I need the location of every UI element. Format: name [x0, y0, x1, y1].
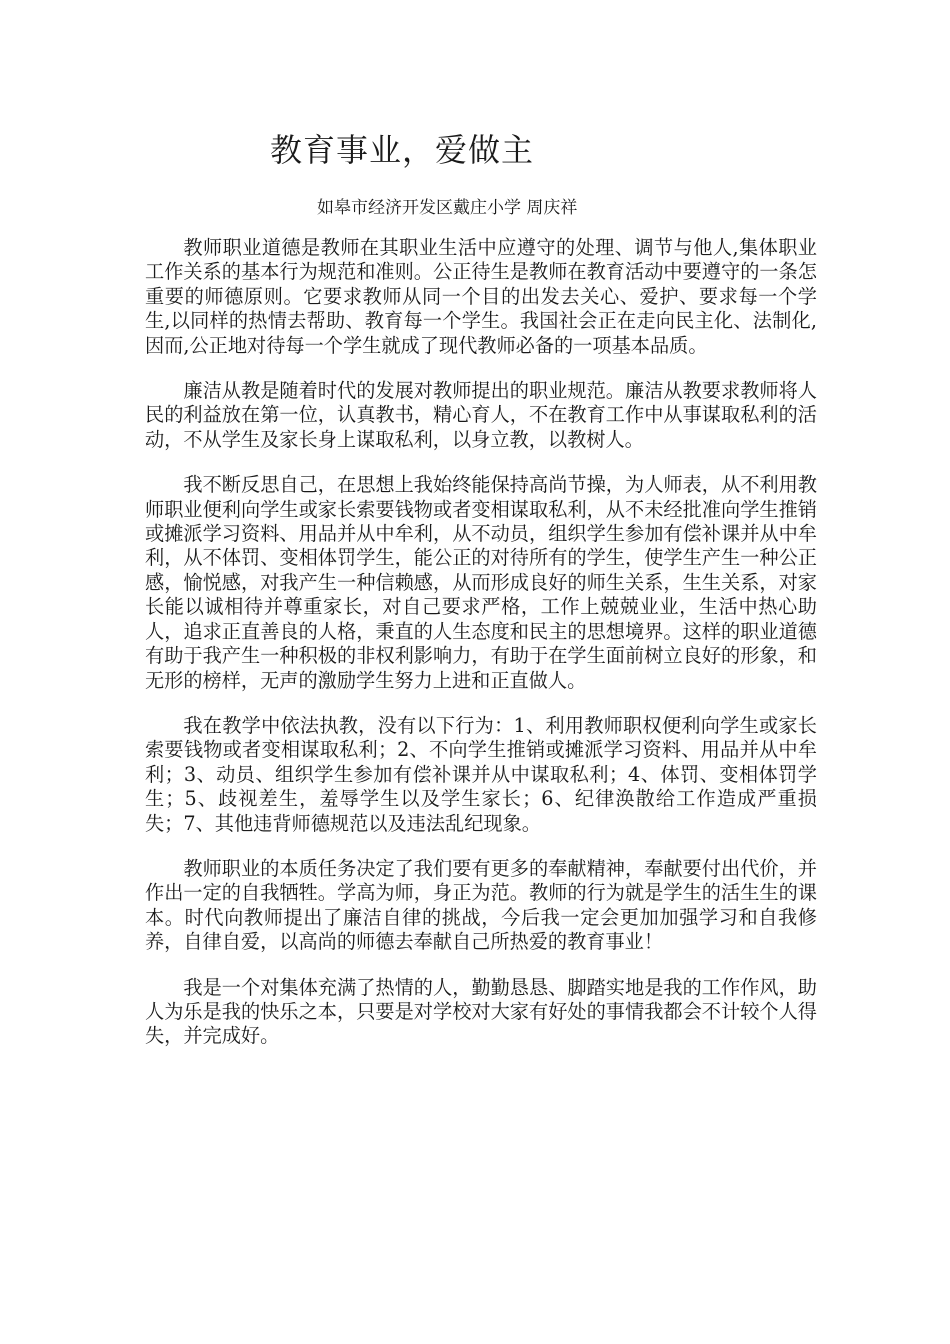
paragraph: 教师职业的本质任务决定了我们要有更多的奉献精神，奉献要付出代价，并作出一定的自我牺牲。学高为师，身正为范。教师的行为就是学生的活生生的课本。时代向教师提出了廉洁自律的挑战，今后我一定会更加加强学习和自我修养，自律自爱，以高尚的师德去奉献自己所热爱的教育事业！ [145, 856, 817, 954]
paragraph: 廉洁从教是随着时代的发展对教师提出的职业规范。廉洁从教要求教师将人民的利益放在第一位，认真教书，精心育人，不在教育工作中从事谋取私利的活动，不从学生及家长身上谋取私利，以身立教，以教树人。 [145, 379, 817, 451]
document-author: 如皋市经济开发区戴庄小学 周庆祥 [317, 198, 578, 218]
document-body [145, 236, 817, 1070]
paragraph: 我在教学中依法执教，没有以下行为：1、利用教师职权便利向学生或家长索要钱物或者变相谋取私利；2、不向学生推销或摊派学习资料、用品并从中牟利；3、动员、组织学生参加有偿补课并从中谋取私利；4、体罚、变相体罚学生；5、歧视差生，羞辱学生以及学生家长；6、纪律涣散给工作造成严重损失；7、其他违背师德规范以及违法乱纪现象。 [145, 713, 817, 835]
document-title: 教育事业，爱做主 [270, 131, 535, 169]
paragraph: 我不断反思自己，在思想上我始终能保持高尚节操，为人师表，从不利用教师职业便利向学生或家长索要钱物或者变相谋取私利，从不未经批准向学生推销或摊派学习资料、用品并从中牟利，从不动员，组织学生参加有偿补课并从中牟利，从不体罚、变相体罚学生，能公正的对待所有的学生，使学生产生一种公正感，愉悦感，对我产生一种信赖感，从而形成良好的师生关系，生生关系，对家长能以诚相待并尊重家长，对自己要求严格，工作上兢兢业业，生活中热心助人，追求正直善良的人格，秉直的人生态度和民主的思想境界。这样的职业道德有助于我产生一种积极的非权利影响力，有助于在学生面前树立良好的形象，和无形的榜样，无声的激励学生努力上进和正直做人。 [145, 473, 817, 692]
paragraph: 我是一个对集体充满了热情的人，勤勤恳恳、脚踏实地是我的工作作风，助人为乐是我的快乐之本，只要是对学校对大家有好处的事情我都会不计较个人得失，并完成好。 [145, 975, 817, 1048]
paragraph: 教师职业道德是教师在其职业生活中应遵守的处理、调节与他人,集体职业工作关系的基本行为规范和准则。公正待生是教师在教育活动中要遵守的一条怎重要的师德原则。它要求教师从同一个目的出发去关心、爱护、要求每一个学生,以同样的热情去帮助、教育每一个学生。我国社会正在走向民主化、法制化,因而,公正地对待每一个学生就成了现代教师必备的一项基本品质。 [145, 236, 817, 357]
